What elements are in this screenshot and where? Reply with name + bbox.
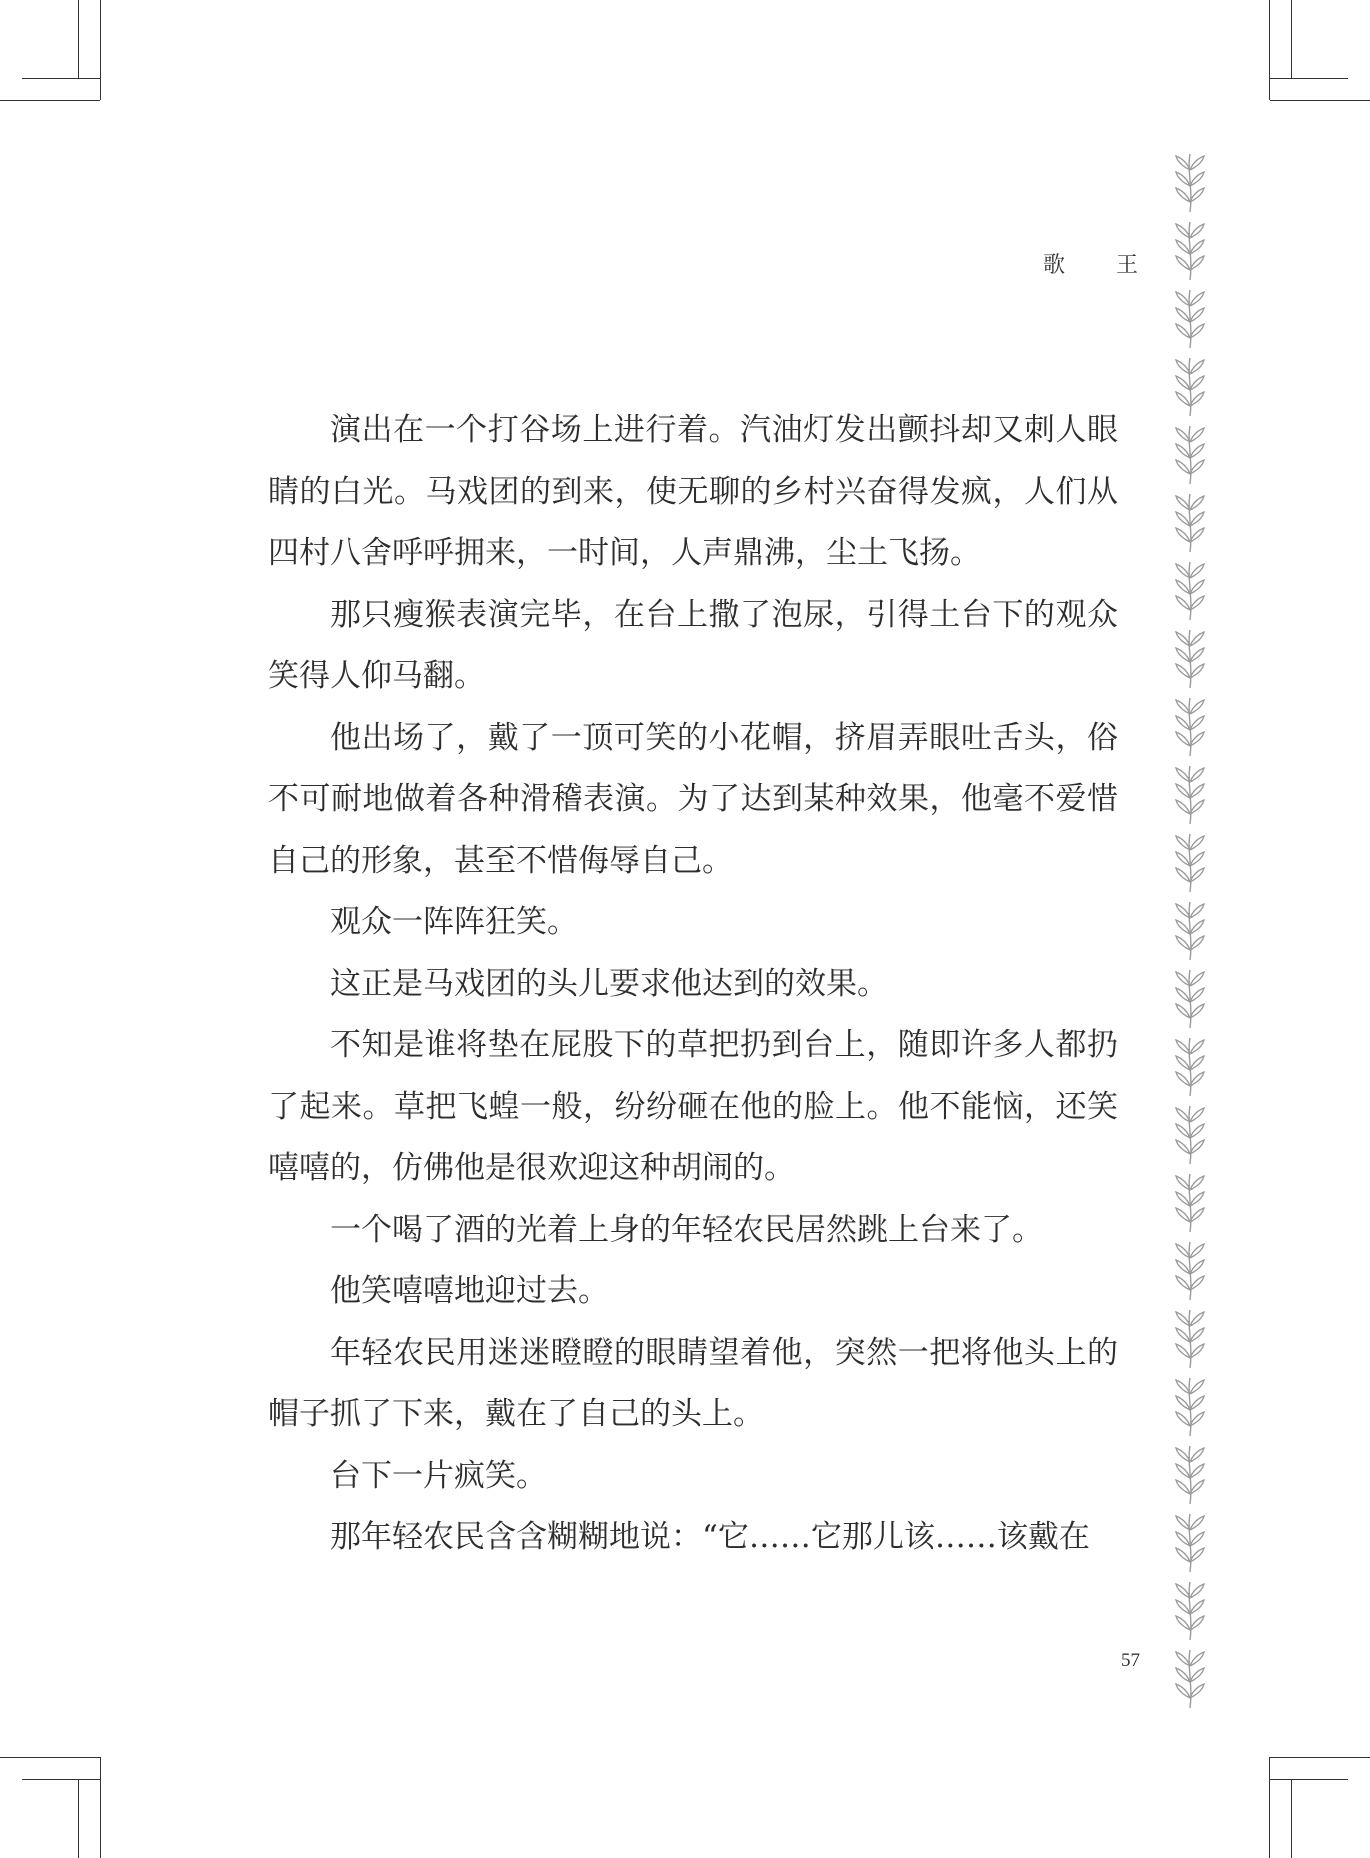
vine-leaf: [1176, 308, 1190, 322]
vine-leaf: [1176, 564, 1190, 578]
vine-leaf: [1176, 1600, 1190, 1614]
paragraph: 年轻农民用迷迷瞪瞪的眼睛望着他，突然一把将他头上的帽子抓了下来，戴在了自己的头上。: [268, 1334, 1118, 1432]
vine-leaf: [1176, 920, 1190, 934]
vine-leaf: [1176, 156, 1190, 170]
crop-mark-bottom-right-v2: [1269, 1757, 1270, 1858]
vine-leaf: [1176, 1176, 1190, 1190]
crop-mark-top-left-h: [0, 100, 100, 101]
vine-leaf: [1176, 648, 1190, 662]
crop-mark-top-left-v2: [100, 0, 101, 100]
vine-leaf: [1176, 512, 1190, 526]
vine-leaf: [1176, 1396, 1190, 1410]
vine-stem: [1189, 970, 1191, 1028]
vine-leaf: [1176, 784, 1190, 798]
vine-stem: [1189, 766, 1191, 824]
vine-stem: [1189, 494, 1191, 552]
vine-leaf: [1190, 1548, 1204, 1562]
vine-leaf: [1190, 1312, 1204, 1326]
vine-leaf: [1176, 256, 1190, 270]
vine-stem: [1189, 1106, 1191, 1164]
paragraph: 不知是谁将垫在屁股下的草把扔到台上，随即许多人都扔了起来。草把飞蝗一般，纷纷砸在他的脸上。他不能恼，还笑嘻嘻的，仿佛他是很欢迎这种胡闹的。: [268, 1027, 1118, 1186]
vine-stem: [1189, 358, 1191, 416]
crop-mark-bottom-left-h: [0, 1757, 100, 1758]
running-head: 歌 王: [1043, 253, 1160, 278]
vine-leaf: [1176, 1312, 1190, 1326]
vine-leaf: [1190, 224, 1204, 238]
vine-leaf: [1190, 904, 1204, 918]
vine-leaf: [1190, 1208, 1204, 1222]
vine-stem: [1189, 154, 1191, 212]
vine-leaf: [1176, 1584, 1190, 1598]
vine-leaf: [1176, 1040, 1190, 1054]
vine-leaf: [1176, 1548, 1190, 1562]
vine-leaf: [1190, 256, 1204, 270]
crop-mark-top-right-v: [1291, 0, 1292, 78]
paragraph: 那年轻农民含含糊糊地说：“它……它那儿该……该戴在: [330, 1519, 1090, 1555]
vine-leaf: [1190, 1600, 1204, 1614]
vine-stem: [1189, 1650, 1191, 1708]
vine-leaf: [1176, 836, 1190, 850]
vine-leaf: [1190, 852, 1204, 866]
vine-leaf: [1190, 1124, 1204, 1138]
vine-leaf: [1190, 1260, 1204, 1274]
vine-leaf: [1190, 1040, 1204, 1054]
vine-leaf: [1176, 188, 1190, 202]
vine-leaf: [1190, 460, 1204, 474]
page-number: 57: [1121, 1650, 1140, 1671]
vine-leaf: [1190, 512, 1204, 526]
vine-leaf: [1190, 784, 1204, 798]
vine-leaf: [1190, 920, 1204, 934]
vine-leaf: [1190, 1108, 1204, 1122]
vine-leaf: [1190, 308, 1204, 322]
vine-leaf: [1176, 1684, 1190, 1698]
crop-mark-top-left-v: [78, 0, 79, 78]
vine-leaf: [1176, 868, 1190, 882]
paragraph: 那只瘦猴表演完毕，在台上撒了泡尿，引得土台下的观众笑得人仰马翻。: [268, 596, 1118, 694]
vine-leaf: [1190, 1276, 1204, 1290]
vine-stem: [1189, 630, 1191, 688]
vine-leaf: [1176, 1668, 1190, 1682]
vine-stem: [1189, 562, 1191, 620]
vine-stem: [1189, 834, 1191, 892]
vine-leaf: [1190, 988, 1204, 1002]
vine-leaf: [1190, 324, 1204, 338]
vine-leaf: [1190, 1448, 1204, 1462]
vine-leaf: [1190, 1140, 1204, 1154]
vine-leaf: [1190, 800, 1204, 814]
vine-leaf: [1190, 172, 1204, 186]
vine-leaf: [1190, 1480, 1204, 1494]
crop-mark-top-left-h2: [22, 78, 100, 79]
vine-leaf: [1176, 800, 1190, 814]
vine-leaf: [1190, 392, 1204, 406]
crop-mark-top-right-v2: [1269, 0, 1270, 100]
vine-stem: [1189, 1310, 1191, 1368]
vine-leaf: [1190, 1464, 1204, 1478]
vine-stem: [1189, 1582, 1191, 1640]
vine-leaf: [1176, 376, 1190, 390]
crop-mark-top-right-h2: [1270, 78, 1348, 79]
vine-leaf: [1176, 1328, 1190, 1342]
vine-leaf: [1176, 1124, 1190, 1138]
crop-mark-bottom-right-v: [1291, 1779, 1292, 1858]
vine-leaf: [1190, 768, 1204, 782]
vine-leaf: [1176, 1380, 1190, 1394]
vine-leaf: [1190, 188, 1204, 202]
paragraph: 他出场了，戴了一顶可笑的小花帽，挤眉弄眼吐舌头，俗不可耐地做着各种滑稽表演。为了达到某种效果，他毫不爱惜自己的形象，甚至不惜侮辱自己。: [268, 719, 1118, 879]
vine-leaf: [1176, 1448, 1190, 1462]
vine-leaf: [1190, 496, 1204, 510]
vine-leaf: [1190, 648, 1204, 662]
vine-stem: [1189, 426, 1191, 484]
vine-leaf: [1190, 1072, 1204, 1086]
vine-leaf: [1190, 596, 1204, 610]
vine-leaf: [1176, 732, 1190, 746]
vine-leaf: [1190, 664, 1204, 678]
paragraph: 一个喝了酒的光着上身的年轻农民居然跳上台来了。: [330, 1211, 1043, 1248]
vine-leaf: [1190, 732, 1204, 746]
vine-leaf: [1190, 292, 1204, 306]
vine-leaf: [1190, 1652, 1204, 1666]
vine-leaf: [1190, 936, 1204, 950]
vine-leaf: [1190, 528, 1204, 542]
vine-leaf: [1176, 664, 1190, 678]
crop-mark-bottom-right-h2: [1270, 1779, 1348, 1780]
vine-leaf: [1190, 1176, 1204, 1190]
vine-leaf: [1190, 428, 1204, 442]
vine-stem: [1189, 698, 1191, 756]
vine-leaf: [1176, 1516, 1190, 1530]
body-text: [268, 400, 1118, 1569]
vine-leaf: [1176, 852, 1190, 866]
vine-leaf: [1176, 1056, 1190, 1070]
vine-leaf: [1190, 1532, 1204, 1546]
vine-leaf: [1190, 868, 1204, 882]
vine-leaf: [1176, 1276, 1190, 1290]
vine-leaf: [1190, 360, 1204, 374]
vine-leaf: [1176, 988, 1190, 1002]
vine-leaf: [1176, 428, 1190, 442]
crop-mark-top-right-h: [1270, 100, 1370, 101]
vine-stem: [1189, 902, 1191, 960]
vine-stem: [1189, 1242, 1191, 1300]
vine-stem: [1189, 1514, 1191, 1572]
vine-leaf: [1190, 1668, 1204, 1682]
vine-leaf: [1190, 1516, 1204, 1530]
vine-leaf: [1176, 1108, 1190, 1122]
vine-leaf: [1190, 580, 1204, 594]
vine-leaf: [1176, 580, 1190, 594]
vine-leaf: [1190, 632, 1204, 646]
vine-leaf: [1190, 1244, 1204, 1258]
vine-leaf: [1176, 172, 1190, 186]
vine-leaf: [1176, 224, 1190, 238]
vine-leaf: [1176, 716, 1190, 730]
vine-leaf: [1176, 324, 1190, 338]
vine-leaf: [1176, 768, 1190, 782]
vine-leaf: [1176, 1652, 1190, 1666]
vine-leaf: [1176, 1004, 1190, 1018]
vine-stem: [1189, 290, 1191, 348]
vine-leaf: [1176, 972, 1190, 986]
vine-leaf: [1190, 1004, 1204, 1018]
vine-leaf: [1176, 496, 1190, 510]
vine-stem: [1189, 1446, 1191, 1504]
crop-mark-bottom-left-h2: [22, 1779, 100, 1780]
paragraph: 这正是马戏团的头儿要求他达到的效果。: [330, 965, 888, 1002]
vine-leaf: [1176, 632, 1190, 646]
crop-mark-bottom-left-v: [78, 1779, 79, 1858]
paragraph: 演出在一个打谷场上进行着。汽油灯发出颤抖却又刺人眼睛的白光。马戏团的到来，使无聊的乡村兴奋得发疯，人们从四村八舍呼呼拥来，一时间，人声鼎沸，尘土飞扬。: [268, 412, 1118, 571]
vine-leaf: [1176, 1192, 1190, 1206]
vine-leaf: [1176, 1208, 1190, 1222]
paragraph: 观众一阵阵狂笑。: [330, 904, 578, 940]
vine-leaf: [1176, 292, 1190, 306]
vine-leaf: [1190, 1396, 1204, 1410]
vine-leaf: [1190, 240, 1204, 254]
vine-leaf: [1190, 376, 1204, 390]
vine-leaf: [1190, 716, 1204, 730]
vine-leaf: [1176, 1244, 1190, 1258]
vine-leaf: [1190, 1684, 1204, 1698]
vine-leaf: [1176, 528, 1190, 542]
vine-leaf: [1176, 444, 1190, 458]
vine-leaf: [1176, 1616, 1190, 1630]
vine-leaf: [1176, 240, 1190, 254]
vine-leaf: [1176, 936, 1190, 950]
vine-stem: [1189, 1038, 1191, 1096]
crop-mark-bottom-right-h: [1270, 1757, 1370, 1758]
vine-leaf: [1190, 1328, 1204, 1342]
vine-leaf: [1190, 836, 1204, 850]
vine-leaf: [1190, 1192, 1204, 1206]
vine-leaf: [1190, 1380, 1204, 1394]
vine-leaf: [1176, 700, 1190, 714]
vine-leaf: [1190, 156, 1204, 170]
vine-stem: [1189, 1174, 1191, 1232]
vine-leaf: [1190, 700, 1204, 714]
vine-leaf: [1176, 596, 1190, 610]
vine-stem: [1189, 222, 1191, 280]
paragraph: 他笑嘻嘻地迎过去。: [330, 1273, 609, 1309]
vine-leaf: [1176, 1412, 1190, 1426]
vine-leaf: [1176, 1464, 1190, 1478]
vine-leaf: [1190, 444, 1204, 458]
vine-leaf: [1176, 904, 1190, 918]
paragraph: 台下一片疯笑。: [330, 1457, 547, 1494]
vine-leaf: [1176, 1532, 1190, 1546]
vine-leaf: [1176, 1072, 1190, 1086]
vine-leaf: [1176, 1140, 1190, 1154]
vine-leaf: [1176, 392, 1190, 406]
vine-leaf: [1190, 1584, 1204, 1598]
vine-leaf: [1190, 1616, 1204, 1630]
vine-leaf: [1190, 564, 1204, 578]
crop-mark-bottom-left-v2: [100, 1757, 101, 1858]
vine-leaf: [1176, 460, 1190, 474]
leaf-vine-ornament: [1168, 150, 1212, 1720]
vine-leaf: [1190, 1344, 1204, 1358]
vine-stem: [1189, 1378, 1191, 1436]
vine-leaf: [1176, 1260, 1190, 1274]
vine-leaf: [1176, 1344, 1190, 1358]
vine-leaf: [1190, 1412, 1204, 1426]
vine-leaf: [1176, 360, 1190, 374]
vine-leaf: [1190, 1056, 1204, 1070]
vine-leaf: [1190, 972, 1204, 986]
vine-leaf: [1176, 1480, 1190, 1494]
